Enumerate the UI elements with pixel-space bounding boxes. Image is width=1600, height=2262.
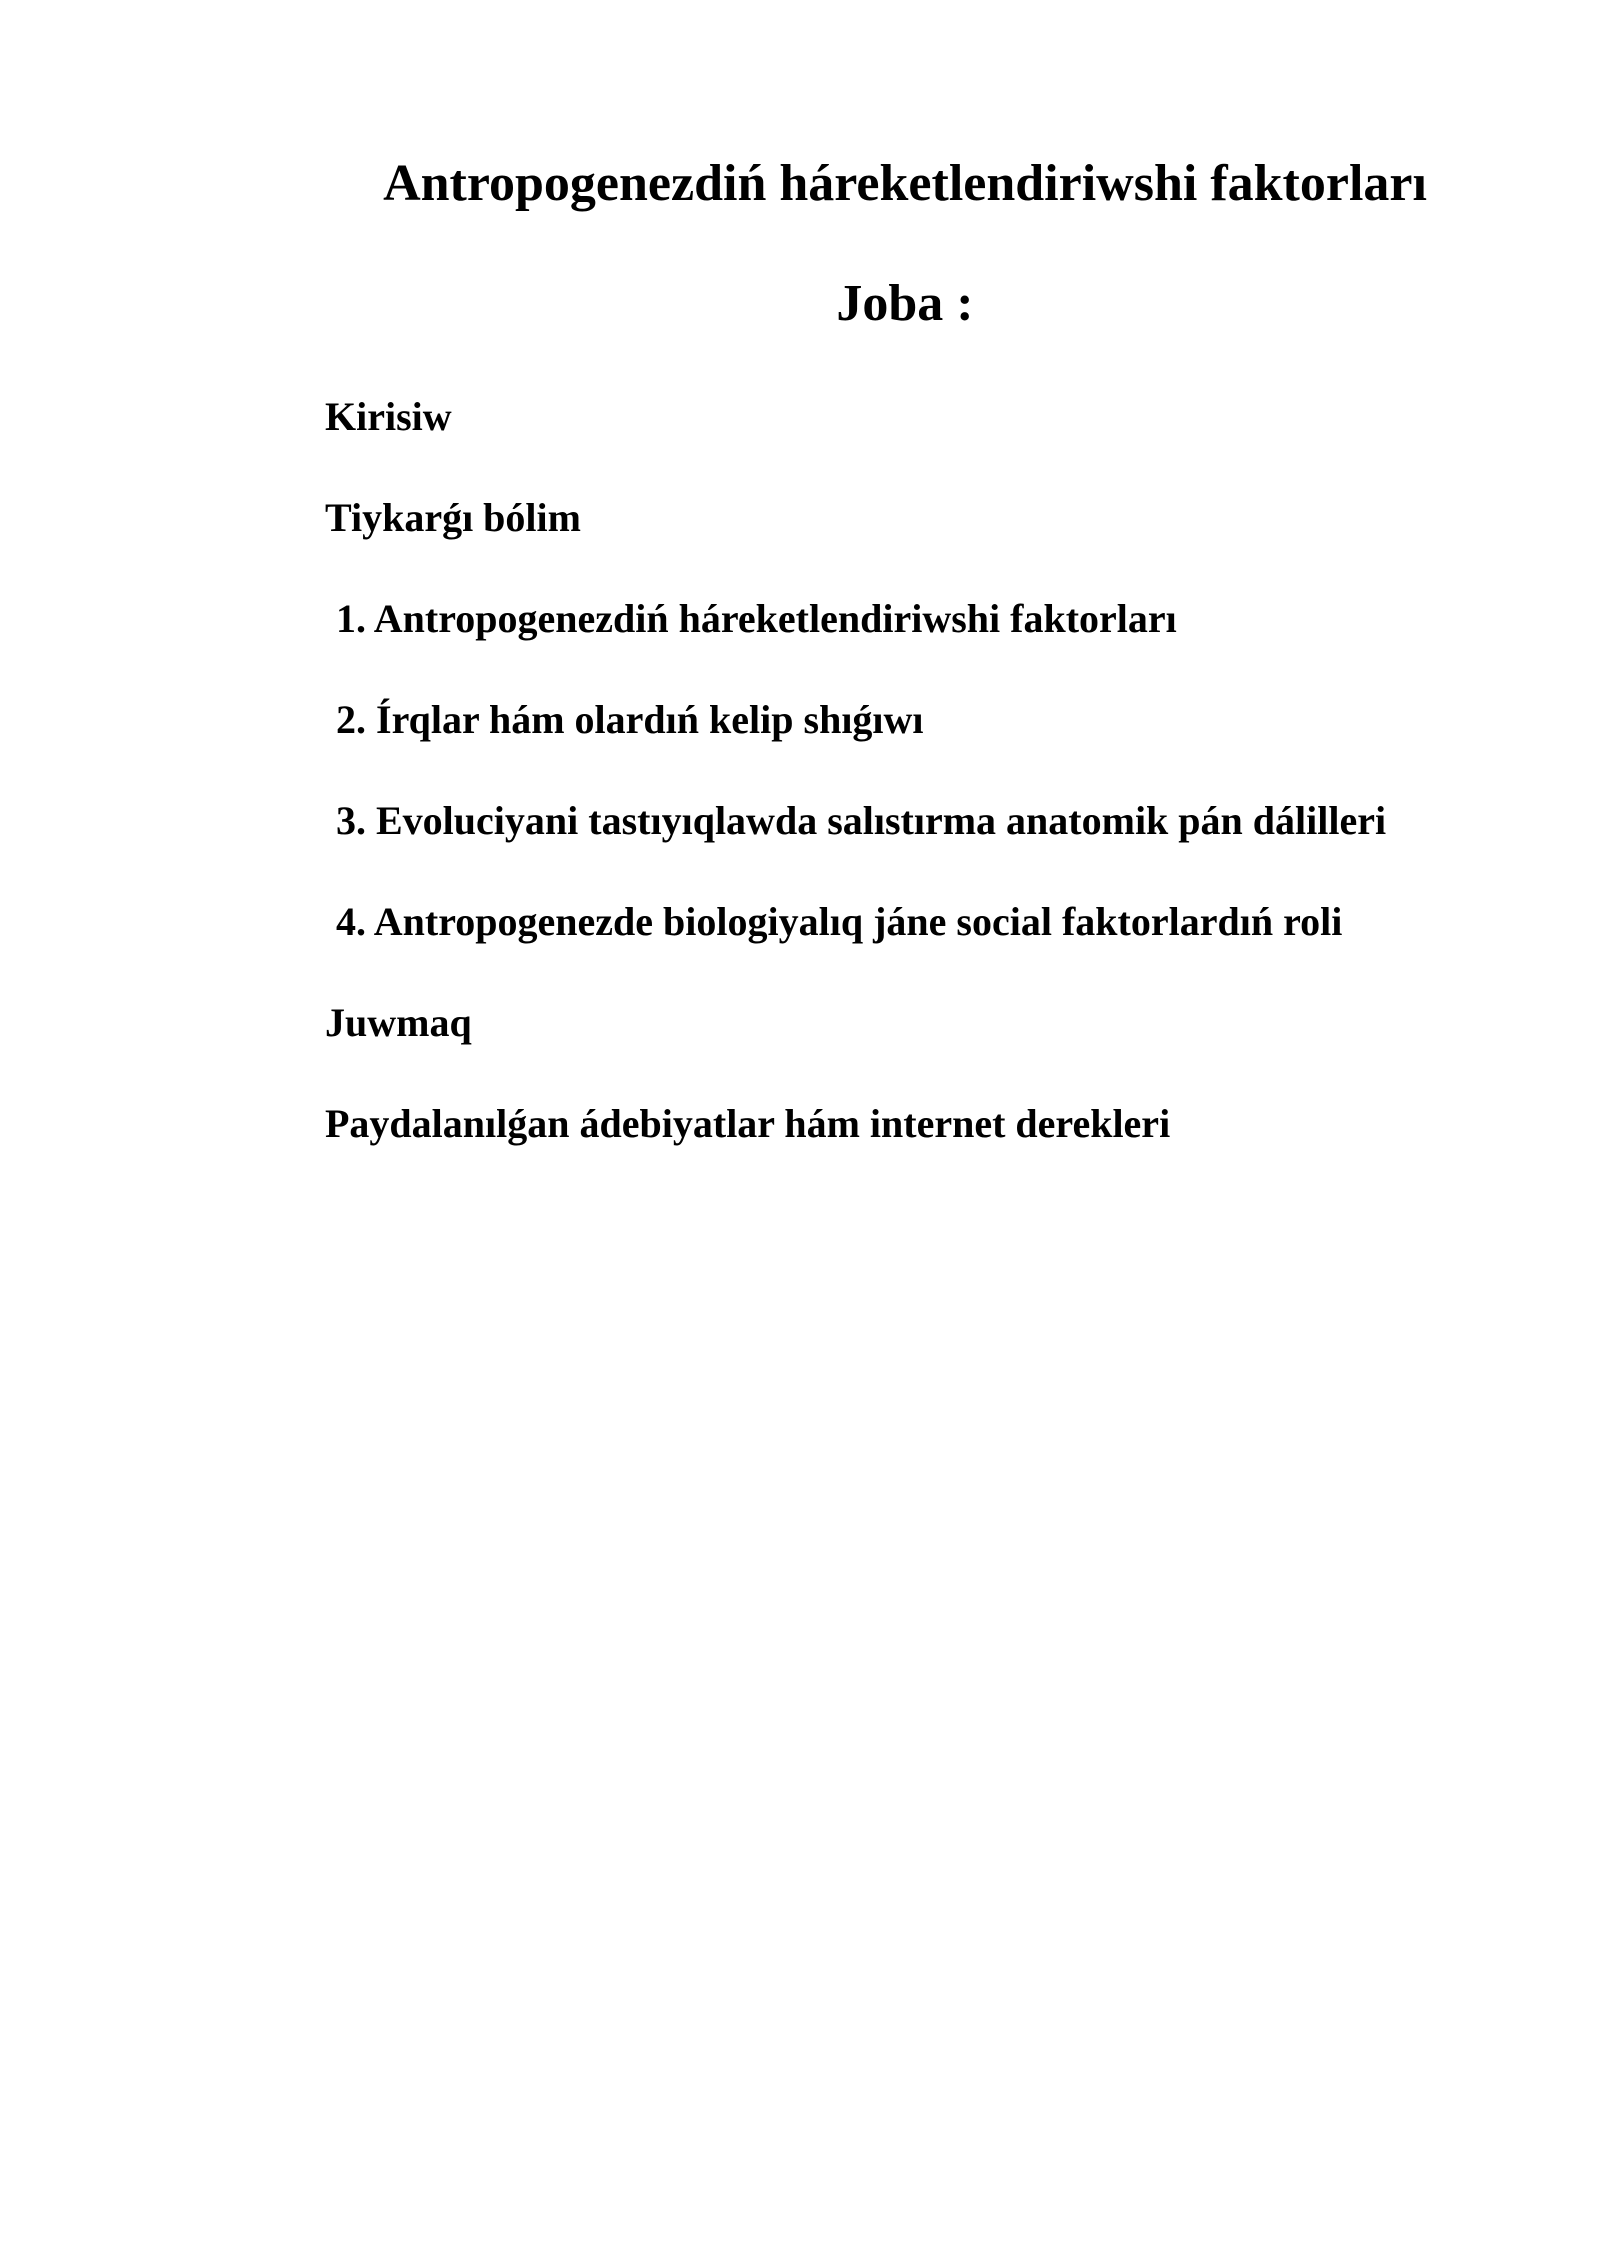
- toc-item-references: Paydalanılǵan ádebiyatlar hám internet derekleri: [325, 1101, 1171, 1146]
- toc-item-section-3: 3. Evoluciyani tastıyıqlawda salıstırma anatomik pán dálilleri: [336, 798, 1387, 843]
- toc-item-section-4: 4. Antropogenezde biologiyalıq jáne social faktorlardıń roli: [336, 899, 1343, 944]
- toc-item-main-part: Tiykarǵı bólim: [325, 495, 581, 540]
- toc-item-section-2: 2. Írqlar hám olardıń kelip shıǵıwı: [336, 697, 924, 742]
- toc-item-introduction: Kirisiw: [325, 394, 452, 439]
- toc-item-conclusion: Juwmaq: [325, 1000, 472, 1045]
- toc-item-section-1: 1. Antropogenezdiń háreketlendiriwshi faktorları: [336, 596, 1177, 641]
- plan-heading: Joba :: [836, 275, 974, 332]
- document-title: Antropogenezdiń háreketlendiriwshi faktorları: [383, 155, 1427, 212]
